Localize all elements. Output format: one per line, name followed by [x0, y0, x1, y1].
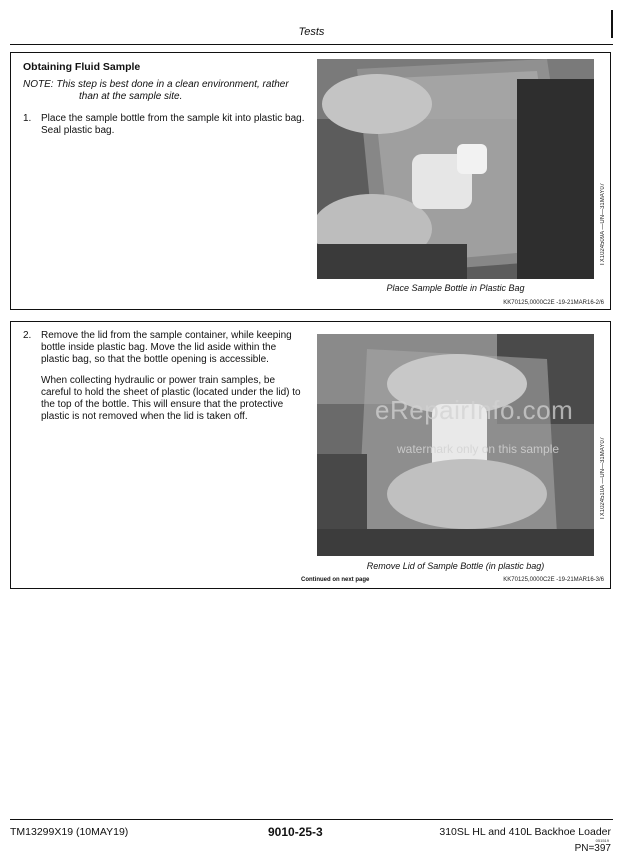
photo-remove-lid [317, 334, 594, 556]
photo-sample-bottle-in-bag [317, 59, 594, 279]
model-name: 310SL HL and 410L Backhoe Loader [439, 826, 611, 838]
figure-caption: Place Sample Bottle in Plastic Bag [386, 283, 525, 293]
continued-note: Continued on next page [301, 577, 370, 583]
watermark-site: eRepairInfo.com [375, 395, 574, 425]
step-2 [23, 330, 307, 366]
manual-code: TM13299X19 (10MAY19) [10, 826, 129, 838]
page-number: PN=397 [574, 843, 611, 854]
reference-code: KK70125,0000C2E -19-21MAR16-3/6 [503, 577, 604, 583]
page-header-title: Tests [298, 26, 325, 38]
reference-code: KK70125,0000C2E -19-21MAR16-2/6 [503, 300, 604, 306]
step-number: 1. [23, 113, 32, 124]
figure-caption: Remove Lid of Sample Bottle (in plastic bag) [366, 561, 545, 571]
figure-id: TX1024510A —UN—31MAY07 [600, 437, 606, 520]
page-code: 9010-25-3 [268, 825, 323, 839]
section-remove-lid [10, 321, 611, 589]
header-divider [10, 44, 613, 45]
section-2-text [23, 330, 307, 432]
note-text: NOTE: This step is best done in a clean environment, rather than at the sample site. [23, 79, 289, 102]
section-title: Obtaining Fluid Sample [23, 61, 141, 73]
watermark-note: watermark only on this sample [397, 442, 560, 456]
section-obtaining-fluid-sample [10, 52, 611, 310]
footer-tiny-code: 051519 [595, 838, 609, 843]
caution-paragraph: When collecting hydraulic or power train samples, be careful to hold the sheet of plastic (located under the lid) to the top of the bottle. This will ensure that the protective plastic is not removed when the lid is taken off. [41, 375, 301, 422]
step-text: Remove the lid from the sample container, while keeping bottle inside plastic bag. Move the lid aside within the plastic bag, so that the bottle opening is accessible. [41, 330, 292, 365]
step-number: 2. [23, 330, 32, 341]
step-1 [23, 113, 307, 137]
step-text: Place the sample bottle from the sample kit into plastic bag. Seal plastic bag. [41, 113, 305, 136]
section-1-text [23, 61, 307, 146]
figure-id: TX1024509A —UN—31MAY07 [600, 183, 606, 266]
footer-divider [10, 819, 613, 820]
